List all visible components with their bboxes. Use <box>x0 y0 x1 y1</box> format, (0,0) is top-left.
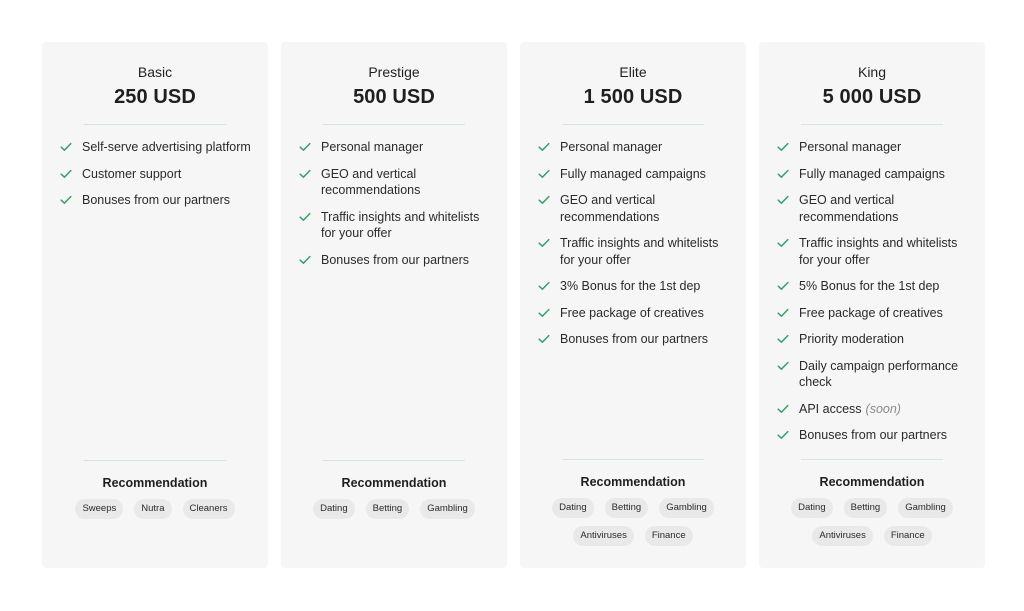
feature-item <box>777 427 971 444</box>
feature-item <box>777 401 971 418</box>
check-icon <box>538 169 550 179</box>
feature-text: Traffic insights and whitelists for your offer <box>321 209 480 240</box>
plan-name: Prestige <box>368 64 420 80</box>
feature-text: 3% Bonus for the 1st dep <box>560 279 701 293</box>
feature-text-wrap <box>799 278 939 295</box>
feature-item <box>777 331 971 348</box>
feature-text-wrap <box>560 305 704 322</box>
feature-text: Traffic insights and whitelists for your offer <box>560 236 719 267</box>
pricing-cards <box>42 42 985 568</box>
feature-text: GEO and vertical recommendations <box>321 166 421 197</box>
feature-text: API access <box>799 401 862 416</box>
tag-chip: Gambling <box>420 499 475 519</box>
recommendation-title: Recommendation <box>580 475 686 489</box>
feature-text-wrap <box>799 331 904 348</box>
tag-chip: Betting <box>605 498 649 518</box>
tag-chip: Sweeps <box>75 499 123 519</box>
tag-chip: Dating <box>552 498 593 518</box>
plan-name: Elite <box>619 64 647 80</box>
recommendation-title: Recommendation <box>819 475 925 489</box>
feature-item <box>538 278 732 295</box>
tag-chip: Gambling <box>898 498 953 518</box>
feature-text-wrap <box>321 166 493 199</box>
plan-name: Basic <box>137 64 173 80</box>
tag-chip: Gambling <box>659 498 714 518</box>
tag-list <box>520 498 746 546</box>
feature-text-wrap <box>321 209 493 242</box>
feature-text-wrap <box>560 192 732 225</box>
feature-text-wrap <box>799 139 901 156</box>
feature-text: Bonuses from our partners <box>82 193 230 207</box>
plan-card-elite[interactable] <box>520 42 746 568</box>
recommendation-section <box>42 460 268 519</box>
feature-item <box>299 252 493 269</box>
plan-card-king[interactable] <box>759 42 985 568</box>
feature-item <box>538 235 732 268</box>
check-icon <box>60 169 72 179</box>
feature-text-wrap <box>799 305 943 322</box>
divider <box>84 124 226 125</box>
tag-chip: Cleaners <box>183 499 235 519</box>
divider <box>84 460 226 461</box>
plan-card-prestige[interactable] <box>281 42 507 568</box>
tag-chip: Antiviruses <box>812 526 872 546</box>
feature-item <box>538 331 732 348</box>
feature-text: GEO and vertical recommendations <box>799 193 899 224</box>
feature-item <box>60 166 254 183</box>
feature-text: Personal manager <box>321 140 424 154</box>
feature-text: Daily campaign performance check <box>799 358 959 389</box>
check-icon <box>299 142 311 152</box>
feature-text-wrap <box>82 166 181 183</box>
feature-list <box>60 139 254 219</box>
feature-note: (soon) <box>865 401 901 416</box>
feature-text-wrap <box>560 166 706 183</box>
check-icon <box>777 281 789 291</box>
plan-price: 250 USD <box>114 86 196 108</box>
check-icon <box>777 404 789 414</box>
feature-text-wrap <box>799 166 945 183</box>
feature-text: Bonuses from our partners <box>560 332 708 346</box>
check-icon <box>299 212 311 222</box>
feature-text: Traffic insights and whitelists for your offer <box>799 236 958 267</box>
feature-text: Personal manager <box>799 140 902 154</box>
check-icon <box>538 281 550 291</box>
check-icon <box>777 430 789 440</box>
feature-list <box>777 139 971 454</box>
feature-item <box>777 139 971 156</box>
feature-item <box>777 235 971 268</box>
feature-item <box>777 192 971 225</box>
feature-item <box>299 209 493 242</box>
tag-chip: Finance <box>645 526 693 546</box>
check-icon <box>60 142 72 152</box>
feature-item <box>777 305 971 322</box>
tag-list <box>759 498 985 546</box>
feature-text: Priority moderation <box>799 332 904 346</box>
feature-item <box>299 166 493 199</box>
check-icon <box>777 142 789 152</box>
feature-text: Free package of creatives <box>799 305 943 320</box>
feature-text-wrap <box>82 139 251 156</box>
check-icon <box>777 169 789 179</box>
plan-card-basic[interactable] <box>42 42 268 568</box>
recommendation-section <box>520 459 746 546</box>
feature-text: 5% Bonus for the 1st dep <box>799 279 940 293</box>
check-icon <box>538 195 550 205</box>
check-icon <box>538 238 550 248</box>
feature-list <box>538 139 732 358</box>
feature-text: Bonuses from our partners <box>321 252 469 267</box>
check-icon <box>777 308 789 318</box>
feature-text-wrap <box>799 235 971 268</box>
plan-price: 5 000 USD <box>822 86 922 108</box>
check-icon <box>538 334 550 344</box>
tag-chip: Betting <box>366 499 410 519</box>
feature-item <box>299 139 493 156</box>
divider <box>801 124 943 125</box>
tag-chip: Nutra <box>134 499 171 519</box>
feature-item <box>777 358 971 391</box>
divider <box>801 459 943 460</box>
divider <box>323 124 465 125</box>
plan-price: 1 500 USD <box>583 86 683 108</box>
check-icon <box>538 308 550 318</box>
tag-list <box>42 499 268 519</box>
feature-list <box>299 139 493 278</box>
feature-text: Bonuses from our partners <box>799 428 947 442</box>
feature-text: Fully managed campaigns <box>560 166 706 181</box>
feature-text-wrap <box>799 358 971 391</box>
recommendation-title: Recommendation <box>341 476 447 490</box>
feature-text-wrap <box>799 427 947 444</box>
feature-text-wrap <box>321 139 423 156</box>
divider <box>323 460 465 461</box>
feature-item <box>538 139 732 156</box>
feature-text: GEO and vertical recommendations <box>560 193 660 224</box>
feature-text: Self-serve advertising platform <box>82 140 251 154</box>
feature-item <box>777 278 971 295</box>
tag-chip: Antiviruses <box>573 526 633 546</box>
feature-item <box>777 166 971 183</box>
feature-text: Fully managed campaigns <box>799 166 945 181</box>
tag-chip: Finance <box>884 526 932 546</box>
check-icon <box>299 255 311 265</box>
feature-text-wrap <box>560 331 708 348</box>
feature-text-wrap <box>82 192 230 209</box>
feature-item <box>538 305 732 322</box>
check-icon <box>777 195 789 205</box>
feature-text-wrap <box>560 278 700 295</box>
divider <box>562 124 704 125</box>
check-icon <box>299 169 311 179</box>
recommendation-section <box>759 459 985 546</box>
feature-item <box>60 139 254 156</box>
tag-list <box>281 499 507 519</box>
feature-text-wrap <box>799 192 971 225</box>
tag-chip: Dating <box>313 499 354 519</box>
tag-chip: Dating <box>791 498 832 518</box>
plan-price: 500 USD <box>353 86 435 108</box>
feature-item <box>538 192 732 225</box>
check-icon <box>60 195 72 205</box>
feature-text: Free package of creatives <box>560 305 704 320</box>
feature-text: Personal manager <box>560 140 663 154</box>
feature-text-wrap <box>321 252 469 269</box>
tag-chip: Betting <box>844 498 888 518</box>
feature-item <box>538 166 732 183</box>
feature-text-wrap <box>799 401 901 418</box>
recommendation-title: Recommendation <box>102 476 208 490</box>
feature-item <box>60 192 254 209</box>
recommendation-section <box>281 460 507 519</box>
check-icon <box>538 142 550 152</box>
plan-name: King <box>857 64 887 80</box>
feature-text: Customer support <box>82 166 182 181</box>
check-icon <box>777 238 789 248</box>
feature-text-wrap <box>560 139 662 156</box>
check-icon <box>777 334 789 344</box>
check-icon <box>777 361 789 371</box>
divider <box>562 459 704 460</box>
feature-text-wrap <box>560 235 732 268</box>
